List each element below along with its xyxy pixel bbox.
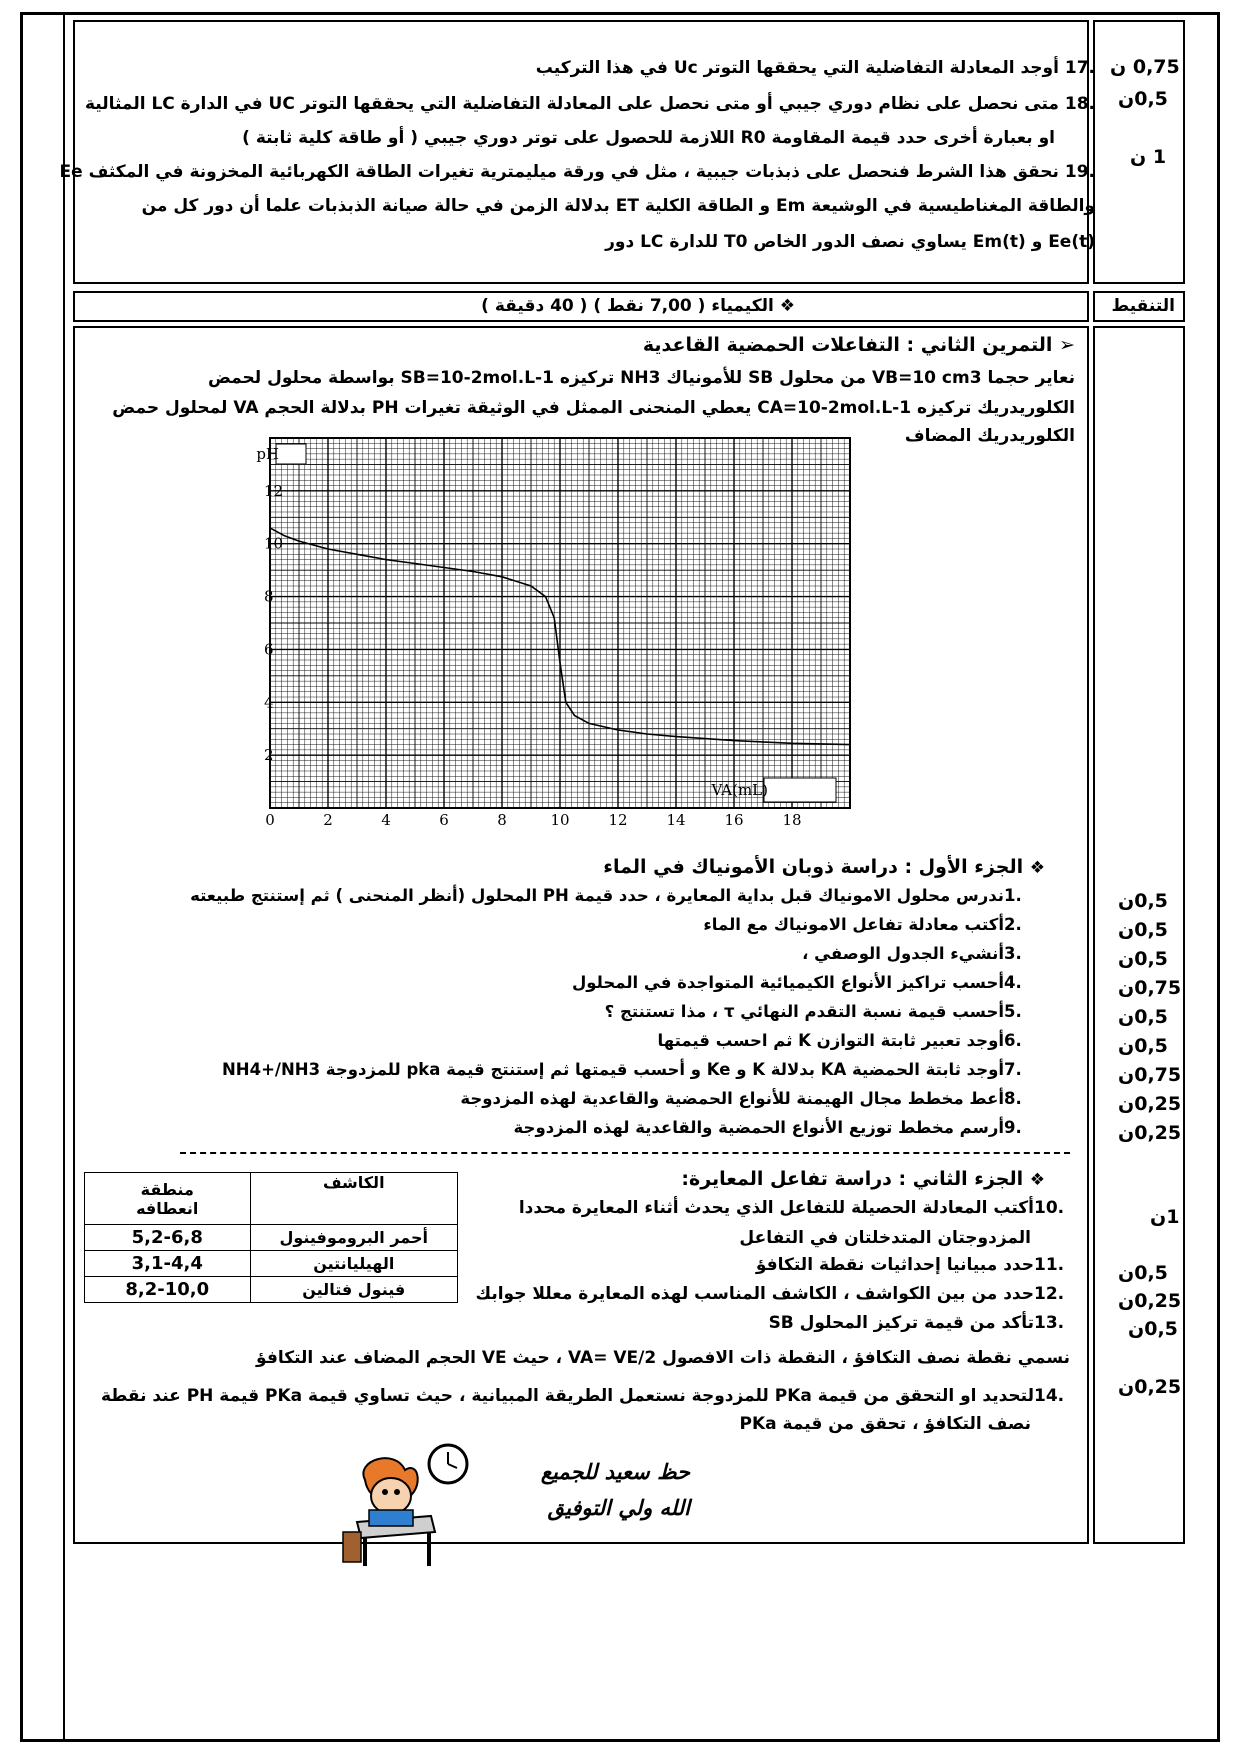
part1-title-text: الجزء الأول : دراسة ذوبان الأمونياك في الماء bbox=[603, 856, 1024, 878]
grade-q10: 1ن bbox=[1150, 1206, 1180, 1228]
q18-num: .18 bbox=[1064, 94, 1095, 114]
q14-line2: نصف التكافؤ ، تحقق من قيمة PKa bbox=[739, 1414, 1031, 1434]
indicator-zone: 3,1-4,4 bbox=[85, 1251, 251, 1277]
physics-q18-line1 bbox=[85, 94, 1095, 114]
x-tick-label: 8 bbox=[497, 811, 507, 829]
closing-line-2: الله ولي التوفيق bbox=[547, 1496, 690, 1520]
physics-q17 bbox=[536, 58, 1095, 78]
grading-label: التنقيط bbox=[1111, 296, 1175, 316]
indicator-header-name: الكاشف bbox=[250, 1173, 458, 1225]
q11 bbox=[756, 1255, 1070, 1275]
question-text: أحسب تراكيز الأنواع الكيميائية المتواجدة في المحلول bbox=[571, 973, 1004, 992]
part1-question bbox=[658, 1031, 1040, 1050]
indicator-header-zone bbox=[85, 1173, 251, 1225]
x-tick-label: 2 bbox=[323, 811, 333, 829]
grade-q12: 0,25ن bbox=[1118, 1290, 1182, 1312]
q14-line1 bbox=[101, 1386, 1070, 1406]
part1-question bbox=[703, 915, 1040, 934]
indicator-row bbox=[85, 1277, 458, 1303]
part1-grades bbox=[1118, 890, 1188, 1150]
part1-questions bbox=[140, 886, 1040, 1146]
question-text: ندرس محلول الامونياك قبل بداية المعايرة ، حدد قيمة PH المحلول (أنظر المنحنى ) ثم إستنتج طبيعته bbox=[190, 886, 1004, 905]
chemistry-section-title bbox=[481, 296, 795, 316]
q19-num: .19 bbox=[1064, 162, 1095, 182]
y-tick-label: 10 bbox=[264, 534, 284, 553]
q10-line1 bbox=[519, 1198, 1070, 1218]
question-number: .3 bbox=[1004, 944, 1022, 963]
y-tick-label: 6 bbox=[264, 640, 274, 659]
question-text: أنشيء الجدول الوصفي ، bbox=[802, 944, 1004, 963]
indicator-header-zone-2: انعطافه bbox=[136, 1198, 199, 1218]
x-tick-label: 14 bbox=[666, 811, 686, 829]
question-text: أعط مخطط مجال الهيمنة للأنواع الحمضية والقاعدية لهذه المزدوجة bbox=[460, 1089, 1004, 1108]
grade-q13: 0,5ن bbox=[1128, 1318, 1178, 1340]
exercise-intro-3: الكلوريدريك المضاف bbox=[904, 426, 1075, 446]
part1-grade: 0,25ن bbox=[1118, 1093, 1182, 1115]
grade-q19: 1 ن bbox=[1130, 146, 1167, 168]
x-tick-label: 10 bbox=[550, 811, 570, 829]
part1-grade: 0,75ن bbox=[1118, 1064, 1182, 1086]
physics-q18-line2: او بعبارة أخرى حدد قيمة المقاومة R0 اللازمة للحصول على توتر دوري جيبي ( أو طاقة كلية ثابتة ) bbox=[242, 128, 1055, 148]
part1-grade: 0,5ن bbox=[1118, 1006, 1168, 1028]
indicator-header-row bbox=[85, 1173, 458, 1225]
question-text: أوجد تعبير ثابتة التوازن K ثم احسب قيمتها bbox=[657, 1031, 1004, 1050]
exercise-intro-1: نعاير حجما VB=10 cm3 من محلول SB للأمونياك NH3 تركيزه SB=10-2mol.L-1 بواسطة محلول لحمض bbox=[207, 368, 1075, 388]
question-number: .6 bbox=[1004, 1031, 1022, 1050]
part1-question bbox=[190, 886, 1040, 905]
indicator-name: الهيليانتين bbox=[250, 1251, 458, 1277]
part1-question bbox=[460, 1089, 1040, 1108]
part1-grade: 0,5ن bbox=[1118, 919, 1168, 941]
part1-question bbox=[222, 1060, 1040, 1079]
exercise-title-text: التمرين الثاني : التفاعلات الحمضية القاعدية bbox=[642, 334, 1053, 356]
question-number: .2 bbox=[1004, 915, 1022, 934]
q10-num: .10 bbox=[1034, 1198, 1065, 1218]
y-tick-label: 8 bbox=[264, 587, 274, 606]
part1-grade: 0,5ن bbox=[1118, 1035, 1168, 1057]
exercise-intro-2: الكلوريدريك تركيزه CA=10-2mol.L-1 يعطي المنحنى الممثل في الوثيقة تغيرات PH بدلالة الحجم VA لمحلول حمض bbox=[112, 398, 1075, 418]
q14-num: .14 bbox=[1034, 1386, 1065, 1406]
x-tick-labels bbox=[265, 811, 801, 829]
part1-title bbox=[603, 856, 1045, 878]
q12-num: .12 bbox=[1034, 1284, 1065, 1304]
q11-text: حدد مبيانيا إحداثيات نقطة التكافؤ bbox=[755, 1255, 1034, 1275]
question-text: أوجد ثابتة الحمضية KA بدلالة K و Ke و أحسب قيمتها ثم إستنتج قيمة pka للمزدوجة NH4+/NH3 bbox=[222, 1060, 1004, 1079]
student-clock-illustration bbox=[335, 1440, 475, 1570]
chart-grid bbox=[270, 438, 850, 808]
y-tick-label: 2 bbox=[264, 746, 274, 765]
physics-q19-line2: والطاقة المغناطيسية في الوشيعة Em و الطاقة الكلية ET بدلالة الزمن في حالة صيانة الذبذبات علما أن دور كل من bbox=[141, 196, 1095, 216]
arrow-icon: ➢ bbox=[1059, 334, 1075, 356]
indicator-header-zone-1: منطقة bbox=[140, 1179, 194, 1199]
q13-num: .13 bbox=[1034, 1313, 1065, 1333]
q14-text: لتحديد او التحقق من قيمة PKa للمزدوجة نستعمل الطريقة المبيانية ، حيث تساوي قيمة PKa قيمة PH عند نقطة bbox=[100, 1386, 1034, 1406]
ph-chart bbox=[230, 436, 860, 836]
x-tick-label: 12 bbox=[608, 811, 628, 829]
question-number: .9 bbox=[1004, 1118, 1022, 1137]
x-tick-label: 6 bbox=[439, 811, 449, 829]
x-tick-label: 18 bbox=[782, 811, 802, 829]
grade-q11: 0,5ن bbox=[1118, 1262, 1168, 1284]
q18-line1: متى نحصل على نظام دوري جيبي أو متى نحصل على المعادلة التفاضلية التي يحققها التوتر UC في الدارة LC المثالية bbox=[84, 94, 1059, 114]
half-equivalence-note: نسمي نقطة نصف التكافؤ ، النقطة ذات الافصول VA= VE/2 ، حيث VE الحجم المضاف عند التكافؤ bbox=[256, 1348, 1070, 1368]
chart-ylabel: pH bbox=[256, 445, 279, 463]
grade-q18: 0,5ن bbox=[1118, 88, 1168, 110]
q10-text: أكتب المعادلة الحصيلة للتفاعل الذي يحدث أثناء المعايرة محددا bbox=[518, 1198, 1034, 1218]
physics-q19-line1 bbox=[60, 162, 1095, 182]
ylabel-box bbox=[276, 444, 306, 464]
part1-grade: 0,5ن bbox=[1118, 948, 1168, 970]
closing-line-1: حظ سعيد للجميع bbox=[540, 1460, 690, 1484]
q17-text: أوجد المعادلة التفاضلية التي يحققها التوتر Uc في هذا التركيب bbox=[535, 58, 1059, 78]
question-text: أرسم مخطط توزيع الأنواع الحمضية والقاعدية لهذه المزدوجة bbox=[513, 1118, 1004, 1137]
physics-q19-line3: Ee(t) و Em(t) يساوي نصف الدور الخاص T0 للدارة LC دور bbox=[605, 232, 1095, 252]
q12 bbox=[476, 1284, 1070, 1304]
part1-question bbox=[514, 1118, 1040, 1137]
question-number: .7 bbox=[1004, 1060, 1022, 1079]
grade-q17: 0,75 ن bbox=[1110, 56, 1180, 78]
indicator-row bbox=[85, 1225, 458, 1251]
question-number: .5 bbox=[1004, 1002, 1022, 1021]
dashed-separator bbox=[180, 1152, 1070, 1154]
x-tick-label: 16 bbox=[724, 811, 744, 829]
x-tick-label: 4 bbox=[381, 811, 391, 829]
grade-q14: 0,25ن bbox=[1118, 1376, 1182, 1398]
question-text: أحسب قيمة نسبة التقدم النهائي τ ، مذا تستنتج ؟ bbox=[604, 1002, 1004, 1021]
q13-text: تأكد من قيمة تركيز المحلول SB bbox=[768, 1313, 1034, 1333]
part1-grade: 0,25ن bbox=[1118, 1122, 1182, 1144]
x-tick-label: 0 bbox=[265, 811, 275, 829]
part2-title bbox=[681, 1168, 1045, 1190]
indicator-zone: 8,2-10,0 bbox=[85, 1277, 251, 1303]
part2-title-text: الجزء الثاني : دراسة تفاعل المعايرة: bbox=[681, 1168, 1024, 1190]
q17-num: .17 bbox=[1064, 58, 1095, 78]
part1-grade: 0,5ن bbox=[1118, 890, 1168, 912]
indicator-zone: 5,2-6,8 bbox=[85, 1225, 251, 1251]
diamond-icon: ❖ bbox=[1029, 1170, 1045, 1190]
question-number: .8 bbox=[1004, 1089, 1022, 1108]
diamond-icon: ❖ bbox=[1029, 858, 1045, 878]
q11-num: .11 bbox=[1034, 1255, 1065, 1275]
indicator-table bbox=[84, 1172, 458, 1303]
q12-text: حدد من بين الكواشف ، الكاشف المناسب لهذه المعايرة معللا جوابك bbox=[475, 1284, 1034, 1304]
part1-question bbox=[802, 944, 1040, 963]
chart-xlabel: VA(mL) bbox=[711, 781, 768, 799]
indicator-name: أحمر البروموفينول bbox=[250, 1225, 458, 1251]
indicator-name: فينول فتالين bbox=[250, 1277, 458, 1303]
part1-question bbox=[572, 973, 1040, 992]
xlabel-box bbox=[764, 778, 836, 802]
q19-line1: نحقق هذا الشرط فنحصل على ذبذبات جيبية ، مثل في ورقة ميليمترية تغيرات الطاقة الكهربائية المخزونة في المكثف Ee bbox=[59, 162, 1059, 182]
q13 bbox=[769, 1313, 1070, 1333]
exercise-title bbox=[643, 334, 1075, 356]
part1-grade: 0,75ن bbox=[1118, 977, 1182, 999]
y-tick-label: 4 bbox=[264, 693, 274, 712]
left-margin-line bbox=[63, 12, 65, 1742]
diamond-icon: ❖ bbox=[779, 296, 795, 316]
indicator-row bbox=[85, 1251, 458, 1277]
question-text: أكتب معادلة تفاعل الامونياك مع الماء bbox=[703, 915, 1004, 934]
q10-line2: المزدوجتان المتدخلتان في التفاعل bbox=[739, 1228, 1031, 1248]
section-title-text: الكيمياء ( 7,00 نقط ) ( 40 دقيقة ) bbox=[481, 296, 774, 316]
part1-question bbox=[605, 1002, 1040, 1021]
question-number: .4 bbox=[1004, 973, 1022, 992]
y-tick-label: 12 bbox=[264, 481, 284, 500]
question-number: .1 bbox=[1004, 886, 1022, 905]
